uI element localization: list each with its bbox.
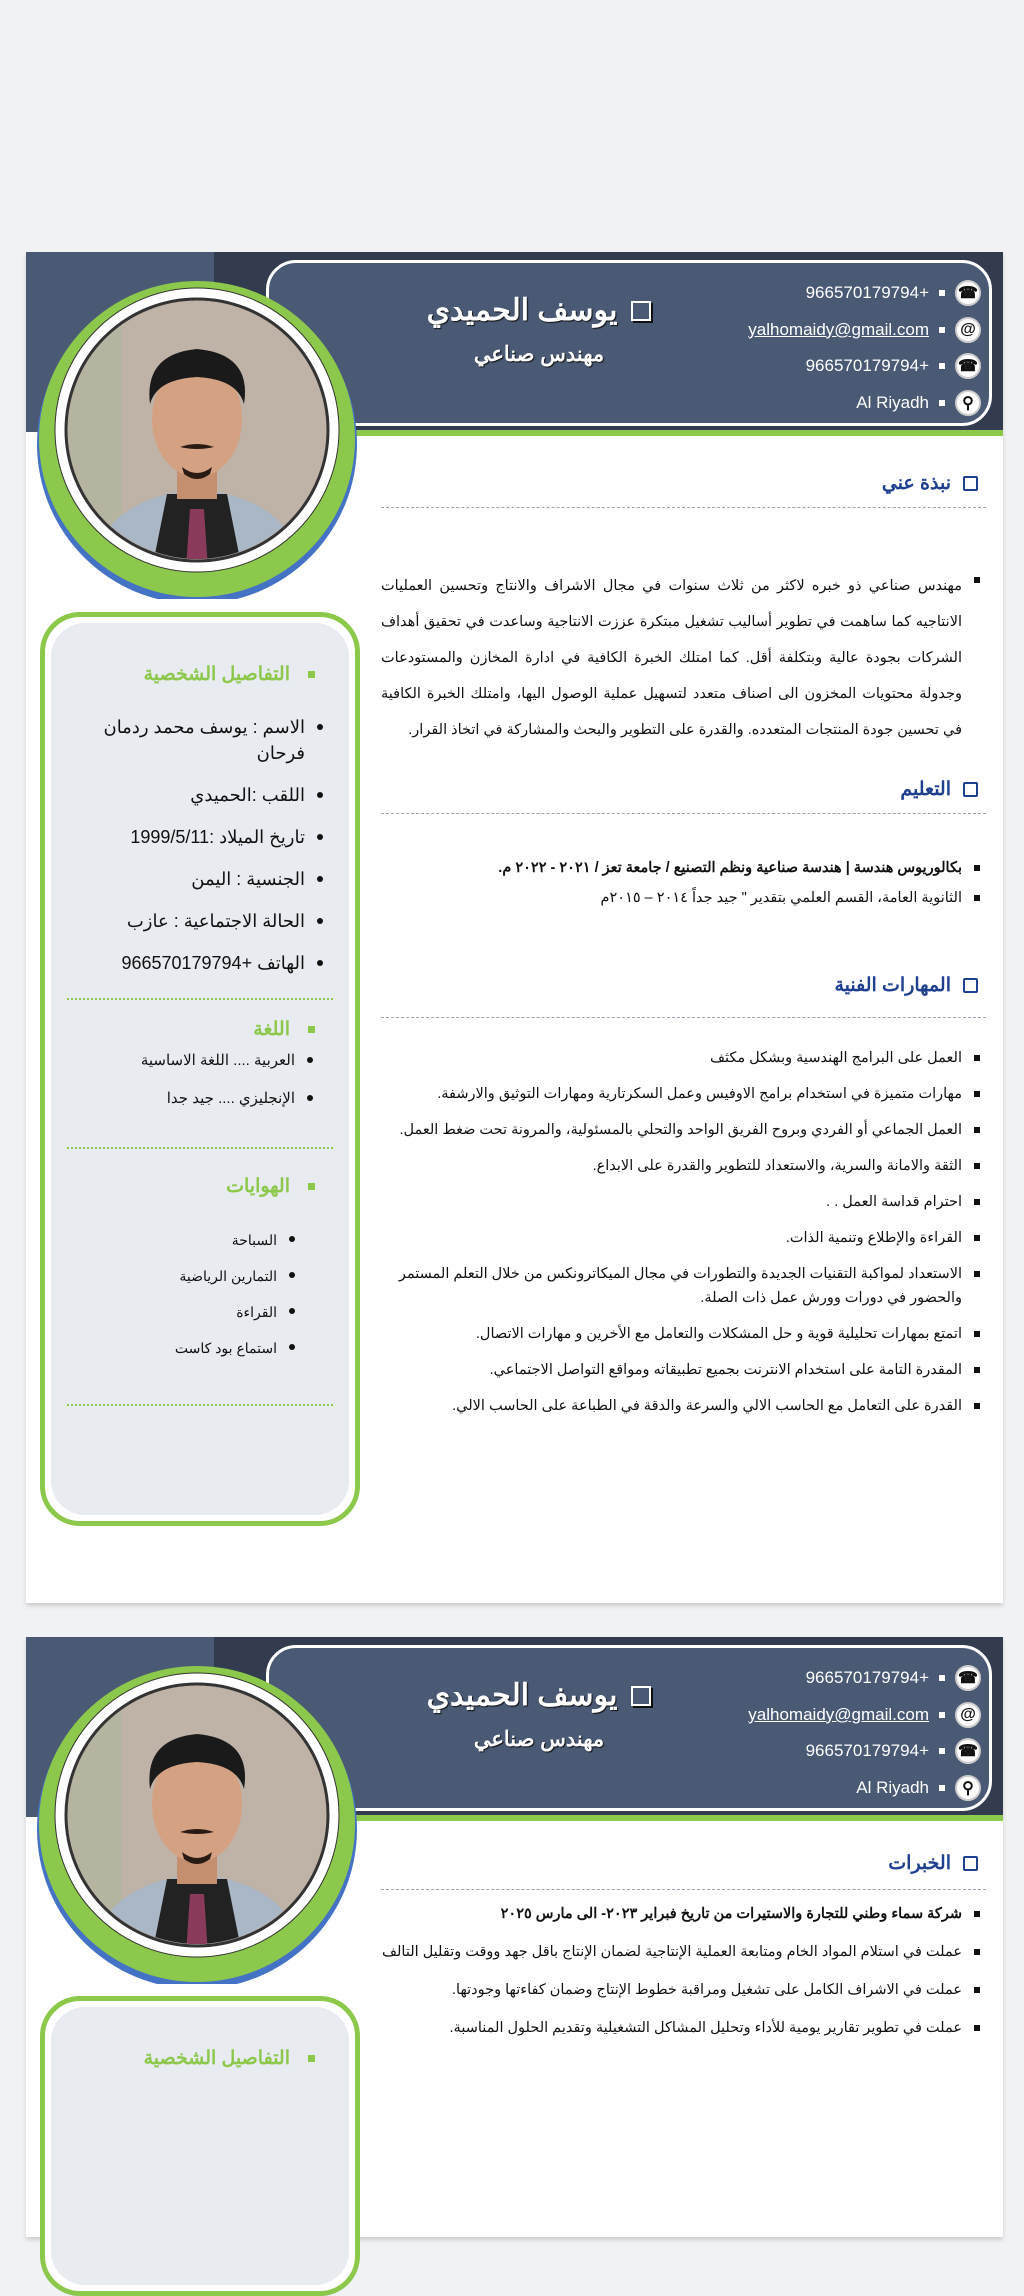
- header-panel: [266, 1645, 992, 1811]
- square-icon: [963, 476, 978, 491]
- list-item: استماع بود كاست: [73, 1336, 299, 1360]
- experience-heading: [381, 1852, 986, 1875]
- list-item: اللقب :الحميدي: [73, 782, 327, 808]
- contact-text: +966570179794: [805, 356, 929, 376]
- name-text: يوسف الحميدي: [426, 294, 618, 327]
- bullet-icon: [939, 290, 945, 296]
- hobbies-list: [73, 1228, 327, 1360]
- header-green-line: [356, 430, 1003, 436]
- contact-row: [621, 385, 981, 422]
- list-item: العربية .... اللغة الاساسية: [73, 1049, 317, 1073]
- divider: [67, 1404, 333, 1406]
- contact-row: [621, 275, 981, 312]
- divider: [67, 1147, 333, 1149]
- language-list: [73, 1049, 327, 1111]
- list-item: عملت في الاشراف الكامل على تشغيل ومراقبة خطوط الإنتاج وضمان كفاءتها وجودتها.: [381, 1978, 986, 2002]
- bullet-icon: [939, 1712, 945, 1718]
- list-item: الهاتف +966570179794: [73, 950, 327, 976]
- list-item: عملت في تطوير تقارير يومية للأداء وتحليل المشاكل التشغيلية وتقديم الحلول المناسبة.: [381, 2016, 986, 2040]
- email-icon: @: [955, 317, 981, 343]
- education-heading: [381, 778, 986, 801]
- divider: [381, 1017, 986, 1018]
- bullet-icon: [939, 1785, 945, 1791]
- main-content: [381, 1852, 986, 2054]
- job-title: مهندس صناعي: [473, 1728, 605, 1751]
- list-item: اتمتع بمهارات تحليلية قوية و حل المشكلات والتعامل مع الأخرين و مهارات الاتصال.: [381, 1322, 986, 1346]
- list-item: العمل الجماعي أو الفردي وبروح الفريق الواحد والتحلي بالمسئولية، والمرونة تحت ضغط العمل.: [381, 1118, 986, 1142]
- list-item: المقدرة التامة على استخدام الانترنت بجميع تطبيقاته ومواقع التواصل الاجتماعي.: [381, 1358, 986, 1382]
- phone-icon: ☎: [955, 280, 981, 306]
- contact-row: [621, 1770, 981, 1807]
- profile-photo: [32, 269, 362, 599]
- list-item: احترام قداسة العمل . .: [381, 1190, 986, 1214]
- sidebar: [40, 1996, 360, 2296]
- square-icon: [963, 978, 978, 993]
- list-item: القراءة: [73, 1300, 299, 1324]
- about-heading: [381, 472, 986, 495]
- bullet-icon: [939, 363, 945, 369]
- about-text: [381, 568, 986, 748]
- email-icon: @: [955, 1702, 981, 1728]
- contact-row[interactable]: [621, 312, 981, 349]
- contact-text: Al Riyadh: [856, 392, 929, 412]
- candidate-name: [427, 293, 652, 328]
- contact-text: +966570179794: [805, 283, 929, 303]
- square-icon: [963, 782, 978, 797]
- list-item: القراءة والإطلاع وتنمية الذات.: [381, 1226, 986, 1250]
- phone-icon: ☎: [955, 1738, 981, 1764]
- sidebar: [40, 612, 360, 1526]
- contact-text: Al Riyadh: [856, 1777, 929, 1797]
- contact-text: +966570179794: [805, 1741, 929, 1761]
- list-item: السباحة: [73, 1228, 299, 1252]
- bullet-icon: [939, 1675, 945, 1681]
- location-pin-icon: ⚲: [955, 390, 981, 416]
- divider: [381, 507, 986, 508]
- contact-list: [621, 1660, 981, 1806]
- list-item: التمارين الرياضية: [73, 1264, 299, 1288]
- list-item: عملت في استلام المواد الخام ومتابعة العملية الإنتاجية لضمان الإنتاج باقل جهد ووقت وتقليل التالف: [381, 1940, 986, 1964]
- phone-icon: ☎: [955, 1665, 981, 1691]
- heading-text: الهوايات: [226, 1176, 290, 1197]
- experience-list: [381, 1902, 986, 2040]
- personal-details-heading: [73, 2047, 327, 2070]
- about-paragraph: مهندس صناعي ذو خبره لاكثر من ثلاث سنوات في مجال الاشراف والانتاج وتحسين العمليات الانتاجيه كما ساهمت في تطوير أساليب تشغيل مبتكرة عززت الانتاجية وساعدت في تحقيق أهداف الشركات بجودة عالية وبتكلفة أقل. كما امتلك الخبرة الكافية في ادارة المخازن والمستودعات وجدولة محتويات المخزون الى اصناف متعدد لتسهيل عملية الوصول اليها، وامتلك الخبرة الكافية في تحسين جودة المنتجات المتعدده. والقدرة على التطوير والبحث والمشاركة في اتخاذ القرار.: [381, 568, 986, 748]
- contact-list: [621, 275, 981, 421]
- list-item: الإنجليزي .... جيد جدا: [73, 1087, 317, 1111]
- list-item: تاريخ الميلاد :1999/5/11: [73, 824, 327, 850]
- email-link[interactable]: yalhomaidy@gmail.com: [748, 319, 929, 339]
- heading-text: التعليم: [900, 779, 951, 800]
- job-title: مهندس صناعي: [473, 343, 605, 366]
- list-item: العمل على البرامج الهندسية وبشكل مكثف: [381, 1046, 986, 1070]
- heading-text: المهارات الفنية: [834, 975, 951, 996]
- resume-page-1: [26, 252, 1003, 1603]
- heading-text: الخبرات: [888, 1853, 951, 1874]
- list-item: الاسم : يوسف محمد ردمان فرحان: [73, 714, 327, 766]
- list-item: بكالوريوس هندسة | هندسة صناعية ونظم التصنيع / جامعة تعز / ٢٠٢١ - ٢٠٢٢ م.: [381, 856, 986, 880]
- list-item: القدرة على التعامل مع الحاسب الالي والسرعة والدقة في الطباعة على الحاسب الالي.: [381, 1394, 986, 1418]
- list-item: مهارات متميزة في استخدام برامج الاوفيس وعمل السكرتارية ومهارات التوثيق والارشفة.: [381, 1082, 986, 1106]
- phone-icon: ☎: [955, 353, 981, 379]
- email-link[interactable]: yalhomaidy@gmail.com: [748, 1704, 929, 1724]
- contact-row[interactable]: [621, 1697, 981, 1734]
- divider: [381, 813, 986, 814]
- heading-text: اللغة: [253, 1019, 290, 1040]
- education-list: [381, 856, 986, 910]
- contact-row: [621, 1733, 981, 1770]
- personal-details-list: [73, 714, 327, 976]
- list-item: الثانوية العامة، القسم العلمي بتقدير " جيد جداً ٢٠١٤ – ٢٠١٥م: [381, 886, 986, 910]
- header-panel: [266, 260, 992, 426]
- square-icon: [963, 1856, 978, 1871]
- resume-page-2: [26, 1637, 1003, 2237]
- bullet-icon: [939, 327, 945, 333]
- profile-photo: [32, 1654, 362, 1984]
- personal-details-heading: [73, 663, 327, 686]
- divider: [381, 1889, 986, 1890]
- hobbies-heading: [73, 1175, 327, 1198]
- heading-text: التفاصيل الشخصية: [143, 664, 290, 685]
- header-green-line: [356, 1815, 1003, 1821]
- location-pin-icon: ⚲: [955, 1775, 981, 1801]
- language-heading: [73, 1018, 327, 1041]
- list-item: شركة سماء وطني للتجارة والاستيرات من تاريخ فبراير ٢٠٢٣- الى مارس ٢٠٢٥: [381, 1902, 986, 1926]
- list-item: الاستعداد لمواكبة التقنيات الجديدة والتطورات في مجال الميكاترونكس من خلال التعلم المستمر والحضور في دورات وورش عمل ذات الصلة.: [381, 1262, 986, 1310]
- contact-row: [621, 348, 981, 385]
- main-content: [381, 472, 986, 1430]
- bullet-icon: [939, 1748, 945, 1754]
- contact-row: [621, 1660, 981, 1697]
- divider: [67, 998, 333, 1000]
- candidate-name: [427, 1678, 652, 1713]
- heading-text: نبذة عني: [881, 473, 951, 494]
- heading-text: التفاصيل الشخصية: [143, 2048, 290, 2069]
- skills-list: [381, 1046, 986, 1418]
- name-text: يوسف الحميدي: [426, 1679, 618, 1712]
- bullet-icon: [939, 400, 945, 406]
- list-item: الحالة الاجتماعية : عازب: [73, 908, 327, 934]
- contact-text: +966570179794: [805, 1668, 929, 1688]
- list-item: الثقة والامانة والسرية، والاستعداد للتطوير والقدرة على الابداع.: [381, 1154, 986, 1178]
- list-item: الجنسية : اليمن: [73, 866, 327, 892]
- skills-heading: [381, 974, 986, 997]
